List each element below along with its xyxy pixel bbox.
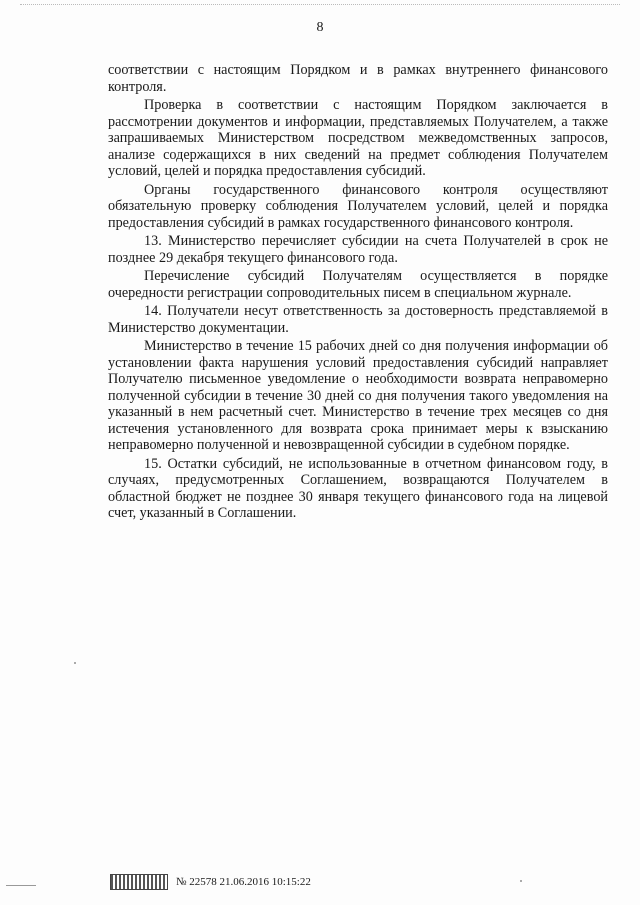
registration-stamp-text: № 22578 21.06.2016 10:15:22: [176, 876, 311, 888]
paragraph-continuation: соответствии с настоящим Порядком и в рамках внутреннего финансового контроля.: [108, 62, 608, 95]
registry-stamp-icon: [110, 874, 168, 890]
paragraph-item-14: 14. Получатели несут ответственность за достоверность представляемой в Министерство документации.: [108, 303, 608, 336]
document-body: [108, 62, 608, 524]
paragraph-item-15: 15. Остатки субсидий, не использованные в отчетном финансовом году, в случаях, предусмотренных Соглашением, возвращаются Получателем в областной бюджет не позднее 30 января текущего финансового года на лицевой счет, указанный в Соглашении.: [108, 455, 608, 521]
paragraph-verification: Проверка в соответствии с настоящим Порядком заключается в рассмотрении документов и информации, представляемых Получателем, а также запрашиваемых Министерством посредством межведомственных запросов, анализе содержащихся в них сведений на предмет соблюдения Получателем условий, целей и порядка предоставления субсидий.: [108, 97, 608, 179]
paragraph-transfer-order: Перечисление субсидий Получателям осуществляется в порядке очередности регистрации сопроводительных писем в специальном журнале.: [108, 268, 608, 301]
paragraph-item-13: 13. Министерство перечисляет субсидии на счета Получателей в срок не позднее 29 декабря текущего финансового года.: [108, 233, 608, 266]
page-number: 8: [316, 20, 324, 35]
scan-speck: [520, 880, 522, 882]
registration-footer: [110, 872, 311, 892]
scan-speck: [74, 662, 76, 664]
paragraph-refund-notice: Министерство в течение 15 рабочих дней со дня получения информации об установлении факта нарушения условий предоставления субсидий направляет Получателю письменное уведомление о необходимости возврата неправомерно полученной субсидии в течение 30 дней со дня получения такого уведомления на указанный в нем расчетный счет. Министерство в течение трех месяцев со дня истечения установленного для возврата срока принимает меры к взысканию неправомерно полученной и невозвращенной субсидии в судебном порядке.: [108, 338, 608, 453]
scan-artifact-line: [20, 4, 620, 6]
margin-mark: [6, 885, 36, 886]
paragraph-state-control: Органы государственного финансового контроля осуществляют обязательную проверку соблюдения Получателем условий, целей и порядка предоставления субсидий в рамках государственного финансового контроля.: [108, 181, 608, 231]
